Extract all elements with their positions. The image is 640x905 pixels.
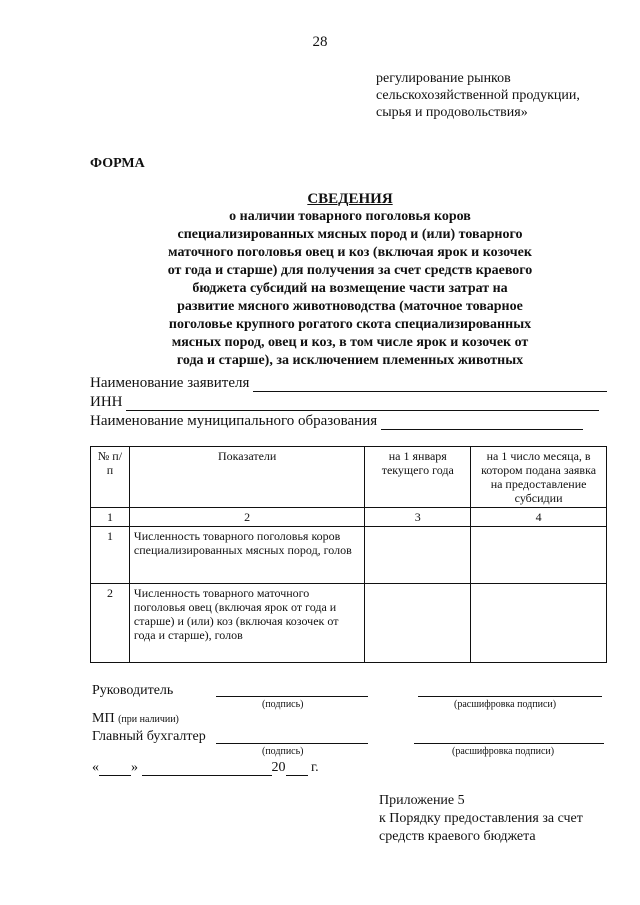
form-label: ФОРМА	[90, 156, 145, 171]
header-line: сельскохозяйственной продукции,	[376, 88, 580, 103]
row-number: 2	[91, 584, 130, 663]
col-number: 3	[365, 508, 471, 527]
seal-label: МП	[92, 711, 115, 726]
accountant-label: Главный бухгалтер	[92, 729, 206, 744]
title-line: развитие мясного животноводства (маточное товарное	[177, 299, 523, 314]
row-indicator: Численность товарного поголовья коров специализированных мясных пород, голов	[129, 527, 364, 584]
page-number: 28	[312, 34, 328, 50]
title-line: года и старше), за исключением племенных животных	[176, 353, 524, 368]
head-signature-hint: (подпись)	[262, 699, 304, 710]
table-header-row	[91, 447, 607, 508]
inn-label: ИНН	[90, 394, 123, 410]
title-line: поголовье крупного рогатого скота специализированных	[168, 317, 532, 332]
title-line: специализированных мясных пород и (или) товарного	[177, 227, 523, 242]
accountant-decode-line[interactable]	[414, 743, 604, 744]
date-month-line[interactable]	[142, 763, 272, 776]
title-line: бюджета субсидий на возмещение части затрат на	[192, 281, 508, 296]
header-reference	[376, 70, 580, 121]
seal-hint: (при наличии)	[118, 714, 179, 725]
table-column-numbers	[91, 508, 607, 527]
col-header-jan1: на 1 января текущего года	[365, 447, 471, 508]
municipality-label: Наименование муниципального образования	[90, 413, 378, 429]
accountant-signature-hint: (подпись)	[262, 746, 304, 757]
row-indicator: Численность товарного маточного поголовья овец (включая ярок от года и старше) и (или) коз (включая козочек от года и старше), голов	[129, 584, 364, 663]
head-label: Руководитель	[92, 683, 174, 698]
date-year-line[interactable]	[286, 763, 308, 776]
head-signature-line[interactable]	[216, 696, 368, 697]
table-row	[91, 584, 607, 663]
title-line: мясных пород, овец и коз, в том числе ярок и козочек от	[171, 335, 529, 350]
municipality-field	[90, 413, 583, 430]
applicant-label: Наименование заявителя	[90, 375, 250, 391]
col-number: 1	[91, 508, 130, 527]
col-number: 2	[129, 508, 364, 527]
appendix-line: к Порядку предоставления за счет	[379, 811, 583, 826]
accountant-decode-hint: (расшифровка подписи)	[452, 746, 555, 757]
table-row	[91, 527, 607, 584]
row-value-jan1[interactable]	[365, 584, 471, 663]
row-value-application-month[interactable]	[471, 527, 607, 584]
title-line: о наличии товарного поголовья коров	[229, 209, 471, 224]
title-line: от года и старше) для получения за счет средств краевого	[167, 263, 533, 278]
appendix-title: Приложение 5	[379, 793, 465, 808]
date-open-quote: «	[92, 760, 99, 775]
date-year-prefix: 20	[271, 760, 286, 775]
inn-field	[90, 394, 599, 411]
title-line: маточного поголовья овец и коз (включая ярок и козочек	[168, 245, 532, 260]
title-heading: СВЕДЕНИЯ	[307, 191, 393, 207]
document-title	[120, 190, 580, 370]
head-decode-line[interactable]	[418, 696, 602, 697]
date-close-quote: »	[131, 760, 138, 775]
row-value-jan1[interactable]	[365, 527, 471, 584]
seal-block	[92, 711, 179, 727]
col-number: 4	[471, 508, 607, 527]
col-header-application-month: на 1 число месяца, в котором подана заявка на предоставление субсидии	[471, 447, 607, 508]
header-line: сырья и продовольствия»	[376, 105, 528, 120]
header-line: регулирование рынков	[376, 71, 511, 86]
municipality-input-line[interactable]	[381, 415, 583, 430]
col-header-indicator: Показатели	[129, 447, 364, 508]
applicant-input-line[interactable]	[253, 377, 607, 392]
data-table	[90, 446, 607, 663]
inn-input-line[interactable]	[126, 396, 599, 411]
date-year-suffix: г.	[311, 760, 319, 775]
date-day-line[interactable]	[99, 763, 131, 776]
row-value-application-month[interactable]	[471, 584, 607, 663]
appendix-block	[379, 792, 607, 846]
date-line	[92, 760, 319, 776]
head-decode-hint: (расшифровка подписи)	[454, 699, 557, 710]
appendix-line: средств краевого бюджета	[379, 829, 536, 844]
col-header-number: № п/п	[91, 447, 130, 508]
accountant-signature-line[interactable]	[216, 743, 368, 744]
row-number: 1	[91, 527, 130, 584]
applicant-field	[90, 375, 607, 392]
